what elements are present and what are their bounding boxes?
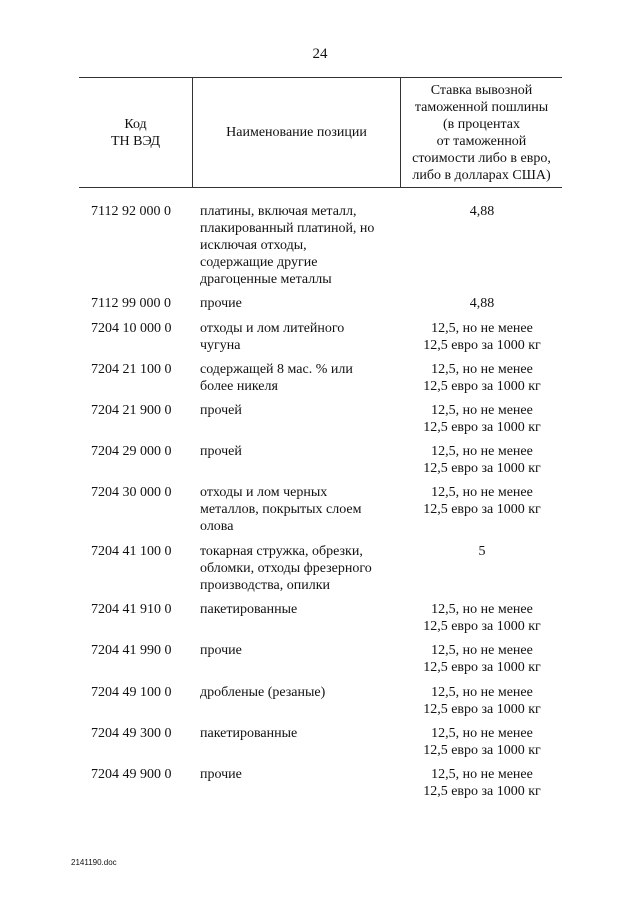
page-number: 24 — [312, 46, 328, 62]
row-rate: 12,5, но не менее 12,5 евро за 1000 кг — [423, 362, 541, 394]
row-name: дробленые (резаные) — [200, 685, 326, 700]
row-name: отходы и лом литейного чугуна — [200, 321, 345, 353]
row-rate: 12,5, но не менее 12,5 евро за 1000 кг — [423, 726, 541, 758]
footer-filename: 2141190.doc — [71, 858, 117, 867]
header-code: Код ТН ВЭД — [110, 116, 161, 149]
row-code: 7204 49 100 0 — [91, 685, 172, 700]
header-name: Наименование позиции — [226, 125, 367, 140]
row-name: платины, включая металл, плакированный платиной, но исключая отходы, содержащие другие драгоценные металлы — [200, 204, 375, 287]
row-code: 7204 49 300 0 — [91, 726, 172, 741]
row-name: пакетированные — [200, 602, 298, 617]
row-rate: 12,5, но не менее 12,5 евро за 1000 кг — [423, 321, 541, 353]
row-code: 7204 41 910 0 — [91, 602, 172, 617]
row-name: пакетированные — [200, 726, 298, 741]
row-rate: 4,88 — [469, 296, 495, 311]
row-name: прочей — [200, 444, 242, 459]
row-rate: 5 — [478, 544, 486, 559]
row-rate: 12,5, но не менее 12,5 евро за 1000 кг — [423, 444, 541, 476]
row-rate: 12,5, но не менее 12,5 евро за 1000 кг — [423, 767, 541, 799]
row-code: 7112 99 000 0 — [91, 296, 171, 311]
row-name: прочие — [200, 643, 242, 658]
row-name: прочие — [200, 296, 242, 311]
header-rate: Ставка вывозной таможенной пошлины (в процентах от таможенной стоимости либо в евро, либо в долларах США) — [412, 82, 551, 183]
row-code: 7204 41 990 0 — [91, 643, 172, 658]
row-code: 7204 29 000 0 — [91, 444, 172, 459]
row-name: содержащей 8 мас. % или более никеля — [200, 362, 353, 394]
row-code: 7204 41 100 0 — [91, 544, 172, 559]
row-code: 7204 10 000 0 — [91, 321, 172, 336]
row-code: 7204 49 900 0 — [91, 767, 172, 782]
row-rate: 12,5, но не менее 12,5 евро за 1000 кг — [423, 403, 541, 435]
row-code: 7204 30 000 0 — [91, 485, 172, 500]
row-name: отходы и лом черных металлов, покрытых слоем олова — [200, 485, 362, 534]
row-rate: 12,5, но не менее 12,5 евро за 1000 кг — [423, 485, 541, 517]
row-name: токарная стружка, обрезки, обломки, отходы фрезерного производства, опилки — [200, 544, 372, 593]
row-code: 7204 21 100 0 — [91, 362, 172, 377]
row-code: 7204 21 900 0 — [91, 403, 172, 418]
row-name: прочие — [200, 767, 242, 782]
row-name: прочей — [200, 403, 242, 418]
table-header — [79, 77, 562, 188]
row-rate: 4,88 — [469, 204, 495, 219]
row-rate: 12,5, но не менее 12,5 евро за 1000 кг — [423, 602, 541, 634]
row-rate: 12,5, но не менее 12,5 евро за 1000 кг — [423, 685, 541, 717]
row-code: 7112 92 000 0 — [91, 204, 171, 219]
row-rate: 12,5, но не менее 12,5 евро за 1000 кг — [423, 643, 541, 675]
